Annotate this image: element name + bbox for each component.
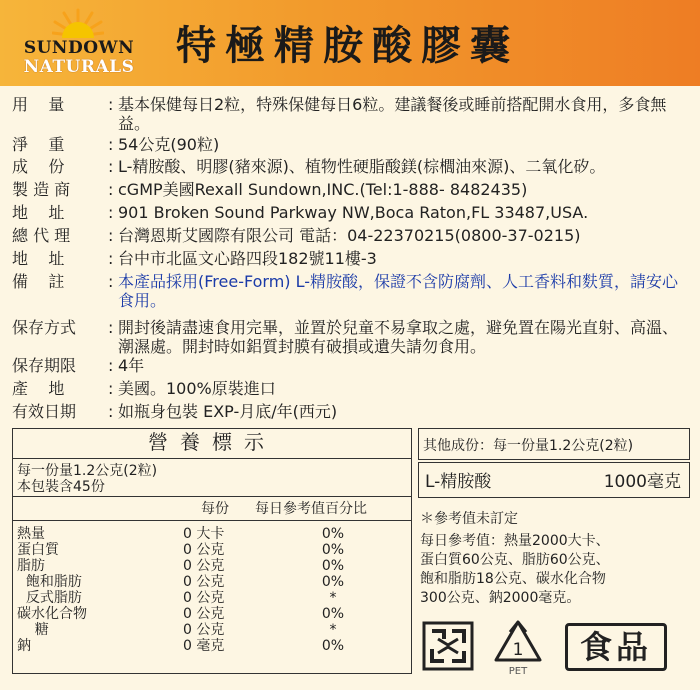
sundown-naturals-logo: [14, 8, 144, 78]
info-value: 901 Broken Sound Parkway NW,Boca Raton,FL 33487,USA.: [118, 203, 589, 222]
header-banner: [0, 0, 700, 86]
other-ingredients-row: [418, 462, 690, 498]
nutrient-row-energy: [13, 526, 411, 542]
nutrient-name: 熱量: [17, 526, 45, 542]
nutrition-facts-table: [12, 428, 412, 674]
info-label: 有效日期: [12, 402, 77, 421]
info-value: 54公克(90粒): [118, 135, 220, 154]
reference-note: ＊參考值未訂定: [420, 511, 518, 527]
nutrient-amount: 0 公克: [183, 574, 225, 590]
paper-recycle-icon: [422, 621, 474, 671]
nutrient-row-trans-fat: [13, 590, 411, 606]
sun-icon: [52, 8, 104, 38]
nutrient-percent: 0%: [321, 526, 345, 542]
nutrient-amount: 0 公克: [183, 590, 225, 606]
info-label: 產 地: [12, 379, 65, 398]
info-label: 用 量: [12, 95, 65, 114]
info-value: 美國。100%原裝進口: [118, 379, 276, 398]
nutrient-percent: *: [329, 590, 337, 606]
recycle-number: 1: [512, 640, 524, 660]
nutrient-percent: 0%: [321, 574, 345, 590]
info-value: 台灣恩斯艾國際有限公司 電話：04-22370215(0800-37-0215): [118, 226, 581, 245]
nutrient-name: 脂肪: [17, 558, 45, 574]
serving-size: 每一份量1.2公克(2粒): [17, 463, 158, 479]
ingredient-name: L-精胺酸: [425, 472, 492, 492]
nutrient-amount: 0 毫克: [183, 638, 225, 654]
nutrient-amount: 0 公克: [183, 622, 225, 638]
nutrient-name: 飽和脂肪: [17, 574, 82, 590]
info-value: 台中市北區文心路四段182號11樓-3: [118, 249, 377, 268]
info-label: 地 址: [12, 203, 65, 222]
pet-recycle-icon: [488, 618, 548, 676]
info-value: L-精胺酸、明膠(豬來源)、植物性硬脂酸鎂(棕櫚油來源)、二氧化矽。: [118, 157, 606, 176]
reference-line: 每日參考值：熱量2000大卡、: [420, 533, 610, 549]
info-value: 4年: [118, 356, 145, 375]
nutrient-name: 鈉: [17, 638, 31, 654]
reference-line: 飽和脂肪18公克、碳水化合物: [420, 571, 606, 587]
nutrient-percent: 0%: [321, 542, 345, 558]
col-header-daily-value: 每日參考值百分比: [255, 501, 367, 517]
info-label: 總 代 理: [12, 226, 71, 245]
nutrient-amount: 0 公克: [183, 558, 225, 574]
brand-line-2: NATURALS: [23, 57, 135, 77]
nutrient-row-protein: [13, 542, 411, 558]
info-value: 如瓶身包裝 EXP-月底/年(西元): [118, 402, 338, 421]
divider: [13, 496, 411, 497]
info-value: 本產品採用(Free-Form) L-精胺酸，保證不含防腐劑、人工香料和麩質，請安心食用。: [118, 272, 679, 310]
nutrient-name: 蛋白質: [17, 542, 59, 558]
info-label: 備 註: [12, 272, 65, 291]
divider: [13, 520, 411, 521]
recycle-material: PET: [508, 666, 528, 676]
nutrient-name: 反式脂肪: [17, 590, 82, 606]
nutrient-percent: 0%: [321, 638, 345, 654]
info-label: 地 址: [12, 249, 65, 268]
brand-line-1: SUNDOWN: [23, 38, 135, 58]
info-label: 保存期限: [12, 356, 77, 375]
nutrient-name: 碳水化合物: [17, 606, 87, 622]
nutrient-amount: 0 公克: [183, 542, 225, 558]
reference-line: 蛋白質60公克、脂肪60公克、: [420, 552, 610, 568]
ingredient-amount: 1000毫克: [603, 472, 681, 492]
nutrient-percent: 0%: [321, 558, 345, 574]
info-label: 製 造 商: [12, 180, 71, 199]
nutrient-percent: *: [329, 622, 337, 638]
nutrient-row-fat: [13, 558, 411, 574]
reference-line: 300公克、鈉2000毫克。: [420, 590, 581, 606]
divider: [13, 458, 411, 459]
info-value: 基本保健每日2粒，特殊保健每日6粒。建議餐後或睡前搭配開水食用，多食無益。: [118, 95, 667, 133]
nutrient-amount: 0 公克: [183, 606, 225, 622]
info-row-dosage: 用 量 : 基本保健每日2粒，特殊保健每日6粒。建議餐後或睡前搭配開水食用，多食無益。: [12, 95, 692, 133]
nutrition-title: 營養標示: [148, 430, 276, 454]
nutrient-row-carbohydrate: [13, 606, 411, 622]
nutrient-amount: 0 大卡: [183, 526, 225, 542]
info-label: 保存方式: [12, 318, 77, 337]
nutrient-row-saturated-fat: [13, 574, 411, 590]
servings-per-pack: 本包裝含45份: [17, 479, 105, 495]
info-label: 成 份: [12, 157, 65, 176]
nutrient-name: 糖: [17, 622, 49, 638]
nutrient-row-sodium: [13, 638, 411, 654]
food-label-badge: 食品: [565, 623, 667, 671]
other-ingredients-title: 其他成份：每一份量1.2公克(2粒): [423, 438, 634, 454]
nutrient-row-sugar: [13, 622, 411, 638]
info-value: cGMP美國Rexall Sundown,INC.(Tel:1-888- 8482435): [118, 180, 528, 199]
info-label: 淨 重: [12, 135, 65, 154]
info-value: 開封後請盡速食用完畢，並置於兒童不易拿取之處，避免置在陽光直射、高溫、潮濕處。開封時如鋁質封膜有破損或遺失請勿食用。: [118, 318, 679, 356]
other-ingredients-header: [418, 428, 690, 460]
product-title: 特極精胺酸膠囊: [176, 23, 519, 69]
nutrient-percent: 0%: [321, 606, 345, 622]
col-header-per-serving: 每份: [201, 501, 229, 517]
